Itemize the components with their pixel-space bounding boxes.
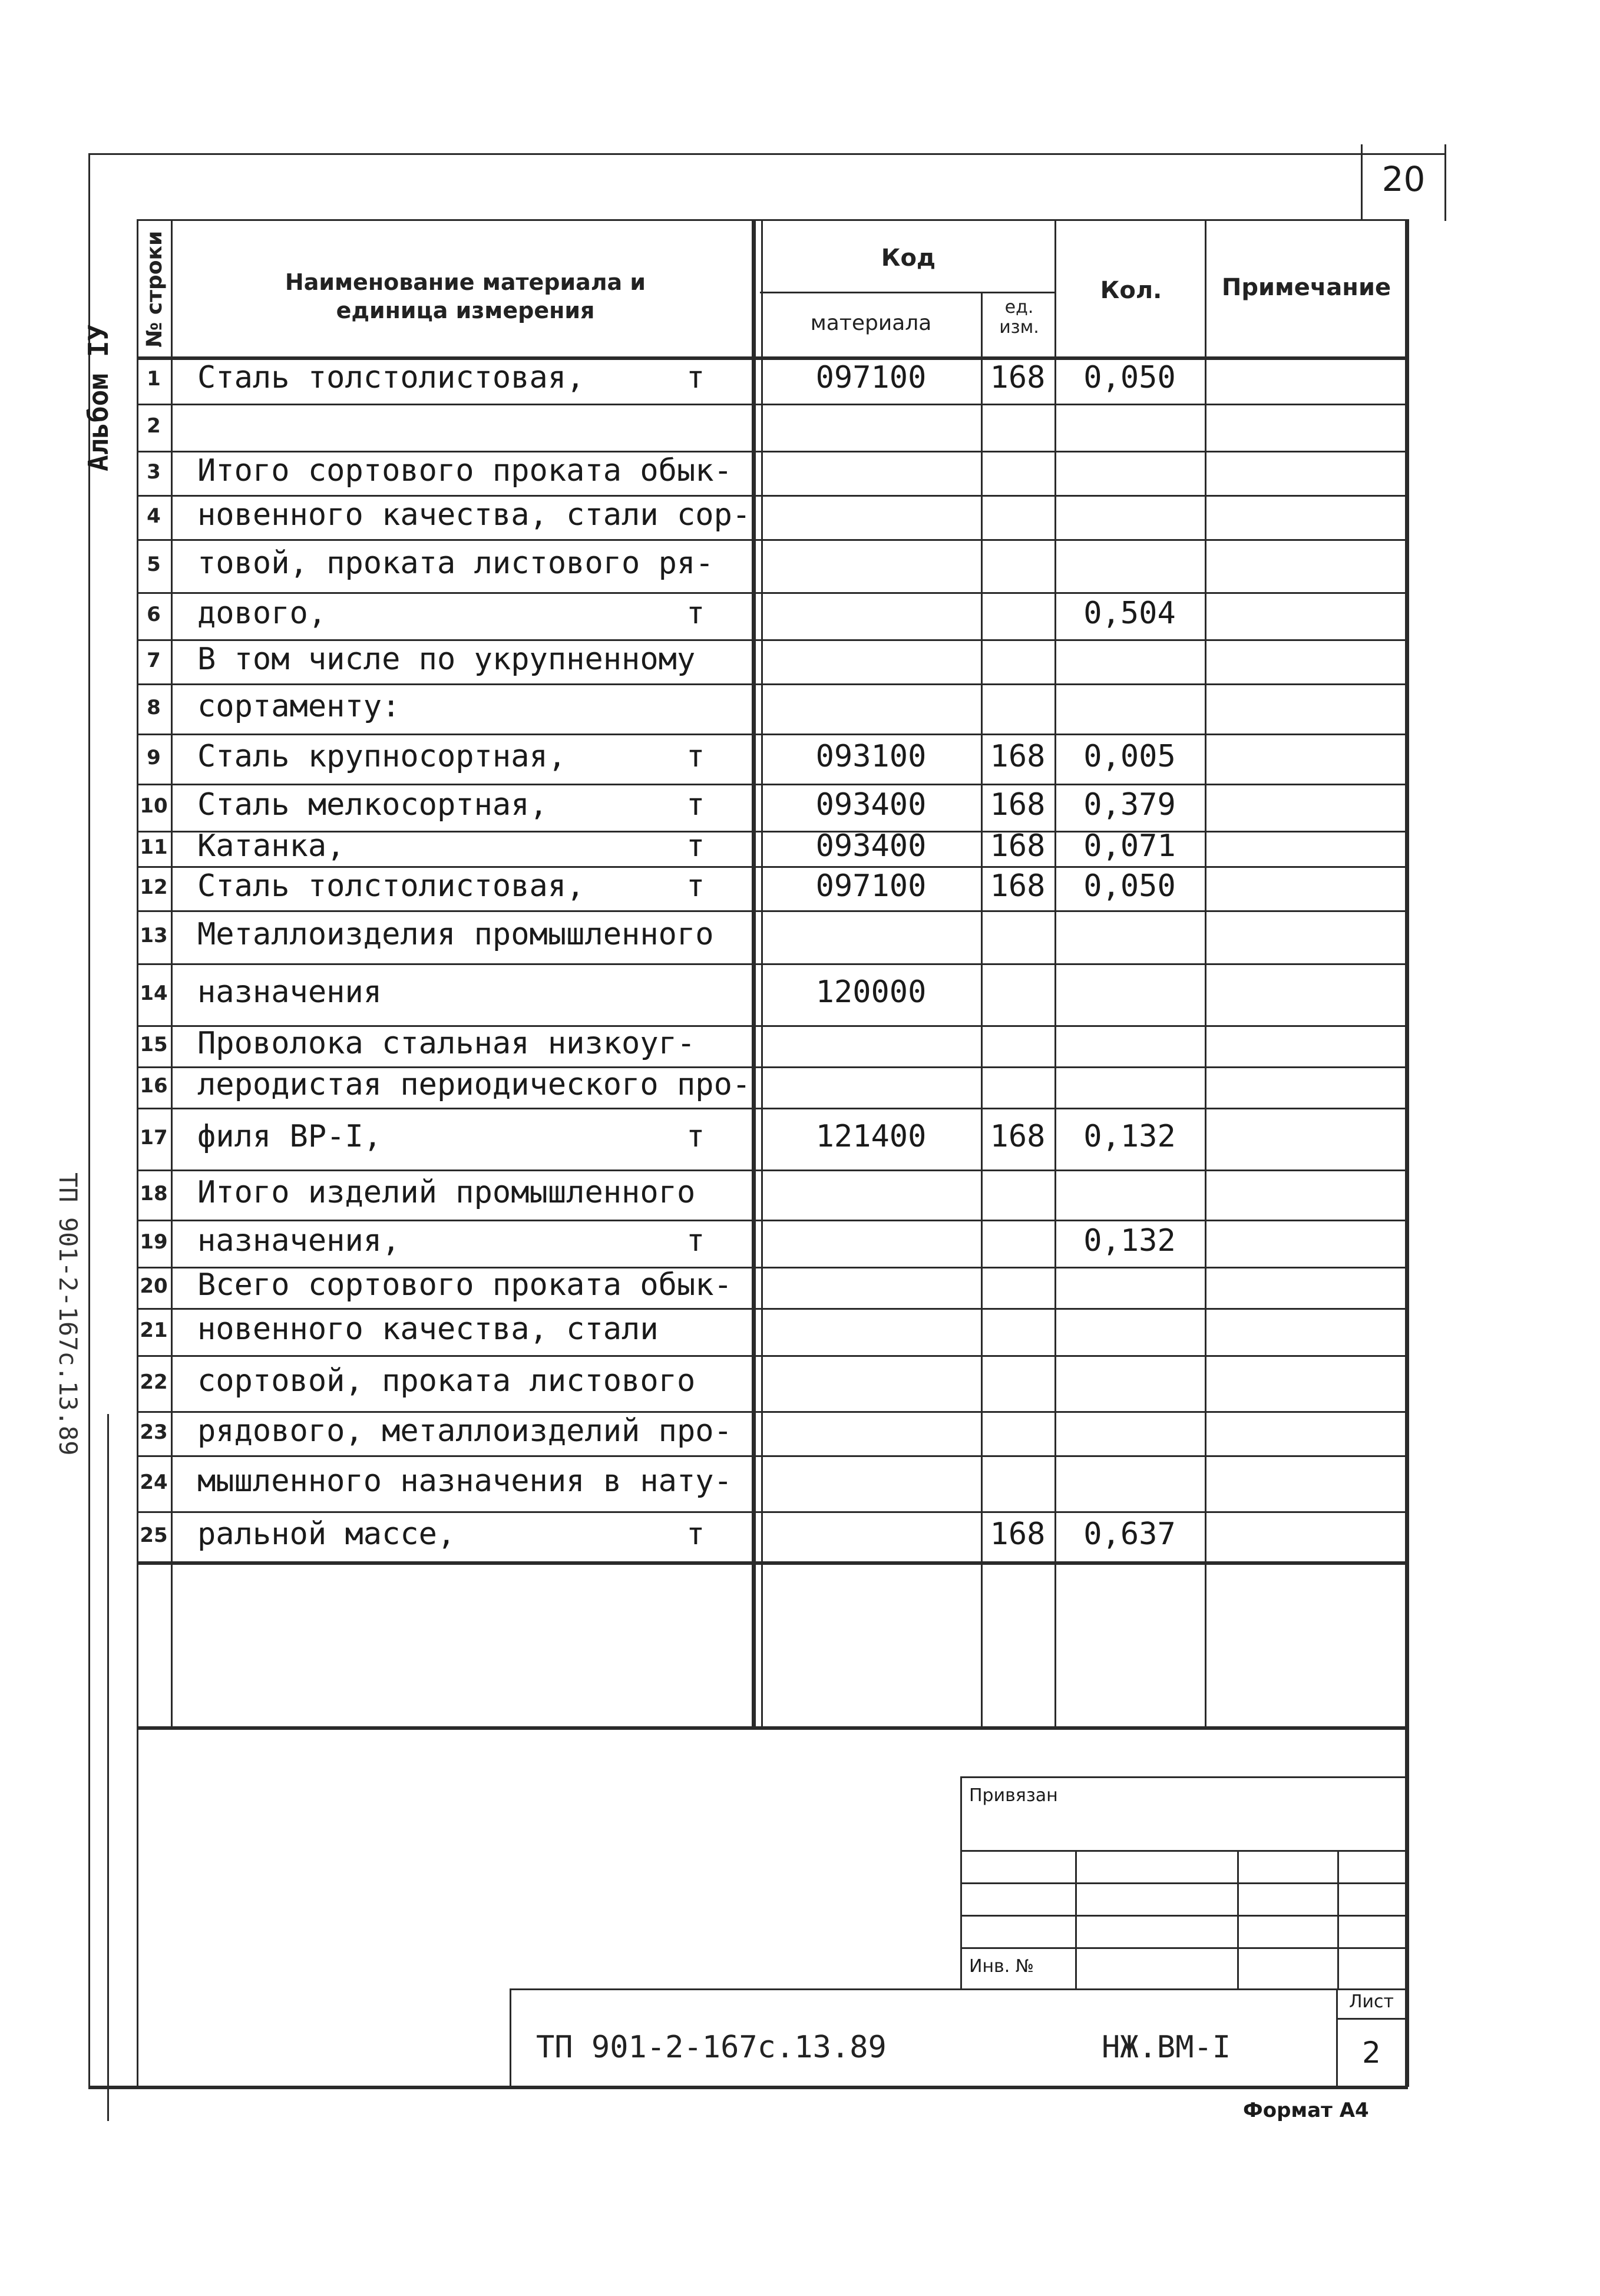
row-number: 10 — [140, 794, 168, 818]
stamp-main-top — [510, 1988, 1408, 1990]
row-quantity: 0,504 — [1083, 596, 1176, 631]
row-name: Итого сортового проката обык- — [197, 452, 732, 488]
header-code-unit: ед. изм. — [999, 297, 1039, 338]
row-number: 8 — [147, 695, 161, 719]
stamp-linked-top — [960, 1776, 1407, 1778]
row-quantity: 0,637 — [1083, 1516, 1176, 1552]
row-number: 9 — [147, 745, 161, 769]
row-unit: т — [686, 1223, 705, 1258]
row-material-code: 097100 — [815, 868, 927, 904]
row-number: 14 — [140, 981, 168, 1005]
row-name: мышленного назначения в нату- — [197, 1463, 732, 1499]
row-divider — [137, 910, 1408, 912]
header-qty: Кол. — [1100, 277, 1162, 304]
row-divider — [137, 1511, 1408, 1513]
row-quantity: 0,050 — [1083, 868, 1176, 904]
row-number: 4 — [147, 504, 161, 528]
row-quantity: 0,379 — [1083, 787, 1176, 822]
row-quantity: 0,071 — [1083, 828, 1176, 864]
row-divider — [137, 592, 1408, 594]
row-name: В том числе по укрупненному — [197, 641, 696, 677]
stamp-grid-line-1 — [960, 1850, 1407, 1852]
row-divider — [137, 1308, 1408, 1310]
row-unit: т — [686, 360, 705, 395]
header-note: Примечание — [1221, 274, 1391, 301]
row-number: 11 — [140, 835, 168, 859]
row-number: 12 — [140, 875, 168, 899]
row-name: ральной массе, — [197, 1516, 456, 1552]
row-unit: т — [686, 596, 705, 631]
header-name: Наименование материала и единица измерения — [285, 269, 646, 323]
row-uom-code: 168 — [990, 360, 1046, 395]
row-number: 22 — [140, 1370, 168, 1394]
row-name: сортовой, проката листового — [197, 1363, 696, 1399]
format-label: Формат А4 — [1243, 2099, 1369, 2122]
row-name: филя ВР-I, — [197, 1118, 382, 1154]
col-line-qty — [1205, 219, 1206, 1727]
row-unit: т — [686, 1118, 705, 1154]
row-name: товой, проката листового ря- — [197, 546, 714, 581]
row-number: 6 — [147, 603, 161, 626]
row-uom-code: 168 — [990, 1516, 1046, 1552]
row-number: 7 — [147, 648, 161, 672]
row-unit: т — [686, 828, 705, 864]
row-material-code: 093400 — [815, 787, 927, 822]
row-uom-code: 168 — [990, 1118, 1046, 1154]
col-line-no — [171, 219, 173, 1727]
row-number: 19 — [140, 1230, 168, 1254]
row-divider — [137, 1455, 1408, 1457]
stamp-grid-line-4 — [960, 1947, 1407, 1949]
row-divider — [137, 1170, 1408, 1171]
frame-bottom-line — [88, 2086, 1408, 2089]
stamp-grid-line-3 — [960, 1915, 1407, 1917]
row-divider — [137, 1220, 1408, 1221]
row-material-code: 097100 — [815, 360, 927, 395]
side-album-label: Альбом IУ — [82, 324, 114, 471]
row-number: 21 — [140, 1319, 168, 1342]
row-name: новенного качества, стали сор- — [197, 497, 751, 533]
row-name: рядового, металлоизделий про- — [197, 1413, 732, 1449]
row-number: 5 — [147, 553, 161, 576]
row-quantity: 0,005 — [1083, 738, 1176, 774]
header-code: Код — [881, 245, 936, 272]
row-number: 23 — [140, 1420, 168, 1444]
row-number: 15 — [140, 1033, 168, 1056]
row-name: дового, — [197, 596, 327, 631]
row-name: Металлоизделия промышленного — [197, 917, 714, 952]
row-number: 25 — [140, 1523, 168, 1547]
stamp-grid-col-1 — [1075, 1850, 1077, 1988]
row-divider — [137, 1561, 1408, 1565]
row-name: Сталь толстолистовая, — [197, 360, 585, 395]
row-number: 18 — [140, 1181, 168, 1205]
side-doc-code: ТП 901-2-167с.13.89 — [54, 1172, 82, 1456]
stamp-sheet-label: Лист — [1348, 1991, 1394, 2012]
row-divider — [137, 734, 1408, 735]
header-code-material: материала — [810, 311, 932, 335]
row-name: Сталь мелкосортная, — [197, 787, 548, 822]
row-name: Сталь крупносортная, — [197, 738, 567, 774]
row-quantity: 0,132 — [1083, 1118, 1176, 1154]
row-divider — [137, 683, 1408, 685]
row-number: 3 — [147, 460, 161, 484]
row-uom-code: 168 — [990, 868, 1046, 904]
row-number: 20 — [140, 1274, 168, 1298]
table-top-line — [137, 219, 1408, 221]
stamp-grid-col-2 — [1237, 1850, 1239, 1988]
left-margin-line — [107, 1414, 109, 2121]
row-name: Сталь толстолистовая, — [197, 868, 585, 904]
row-name: сортаменту: — [197, 688, 401, 724]
stamp-sheet-divider — [1336, 2018, 1407, 2020]
table-bottom-line — [137, 1726, 1408, 1730]
row-number: 13 — [140, 924, 168, 947]
row-divider — [137, 784, 1408, 785]
stamp-inv-label: Инв. № — [969, 1956, 1034, 1977]
row-unit: т — [686, 868, 705, 904]
row-unit: т — [686, 787, 705, 822]
stamp-linked-label: Привязан — [969, 1785, 1058, 1806]
row-divider — [137, 404, 1408, 405]
col-line-name — [752, 219, 756, 1727]
row-number: 16 — [140, 1074, 168, 1098]
stamp-main-left — [510, 1988, 511, 2086]
row-uom-code: 168 — [990, 828, 1046, 864]
row-name: новенного качества, стали — [197, 1311, 659, 1347]
col-line-uom — [1054, 219, 1056, 1727]
row-name: Всего сортового проката обык- — [197, 1267, 732, 1303]
stamp-doc-code: ТП 901-2-167с.13.89 — [536, 2030, 887, 2065]
row-uom-code: 168 — [990, 738, 1046, 774]
frame-top-line — [88, 153, 1446, 155]
row-unit: т — [686, 738, 705, 774]
row-name: Катанка, — [197, 828, 345, 864]
row-name: назначения, — [197, 1223, 401, 1258]
row-number: 17 — [140, 1125, 168, 1149]
row-number: 2 — [147, 414, 161, 438]
row-material-code: 120000 — [815, 974, 927, 1010]
row-quantity: 0,132 — [1083, 1223, 1176, 1258]
row-unit: т — [686, 1516, 705, 1552]
row-material-code: 093100 — [815, 738, 927, 774]
col-line-name-2 — [761, 219, 763, 1727]
row-number: 24 — [140, 1470, 168, 1494]
row-number: 1 — [147, 367, 161, 391]
col-line-left — [137, 219, 138, 2087]
stamp-grid-col-3 — [1337, 1850, 1339, 1988]
row-divider — [137, 1108, 1408, 1109]
row-quantity: 0,050 — [1083, 360, 1176, 395]
row-name: назначения — [197, 974, 382, 1010]
row-uom-code: 168 — [990, 787, 1046, 822]
header-row-no: № строки — [143, 230, 167, 348]
row-material-code: 121400 — [815, 1118, 927, 1154]
stamp-grid-line-2 — [960, 1882, 1407, 1884]
row-material-code: 093400 — [815, 828, 927, 864]
col-line-right — [1405, 219, 1409, 2087]
row-name: Итого изделий промышленного — [197, 1174, 696, 1210]
row-divider — [137, 1355, 1408, 1357]
row-name: Проволока стальная низкоуг- — [197, 1026, 696, 1061]
stamp-sheet-number: 2 — [1362, 2036, 1381, 2070]
stamp-sheet-code: НЖ.ВМ-I — [1102, 2030, 1231, 2065]
row-divider — [137, 539, 1408, 541]
page-number: 20 — [1381, 159, 1426, 199]
row-divider — [137, 963, 1408, 965]
code-sub-header-line — [760, 292, 1054, 293]
row-name: леродистая периодического про- — [197, 1067, 751, 1102]
